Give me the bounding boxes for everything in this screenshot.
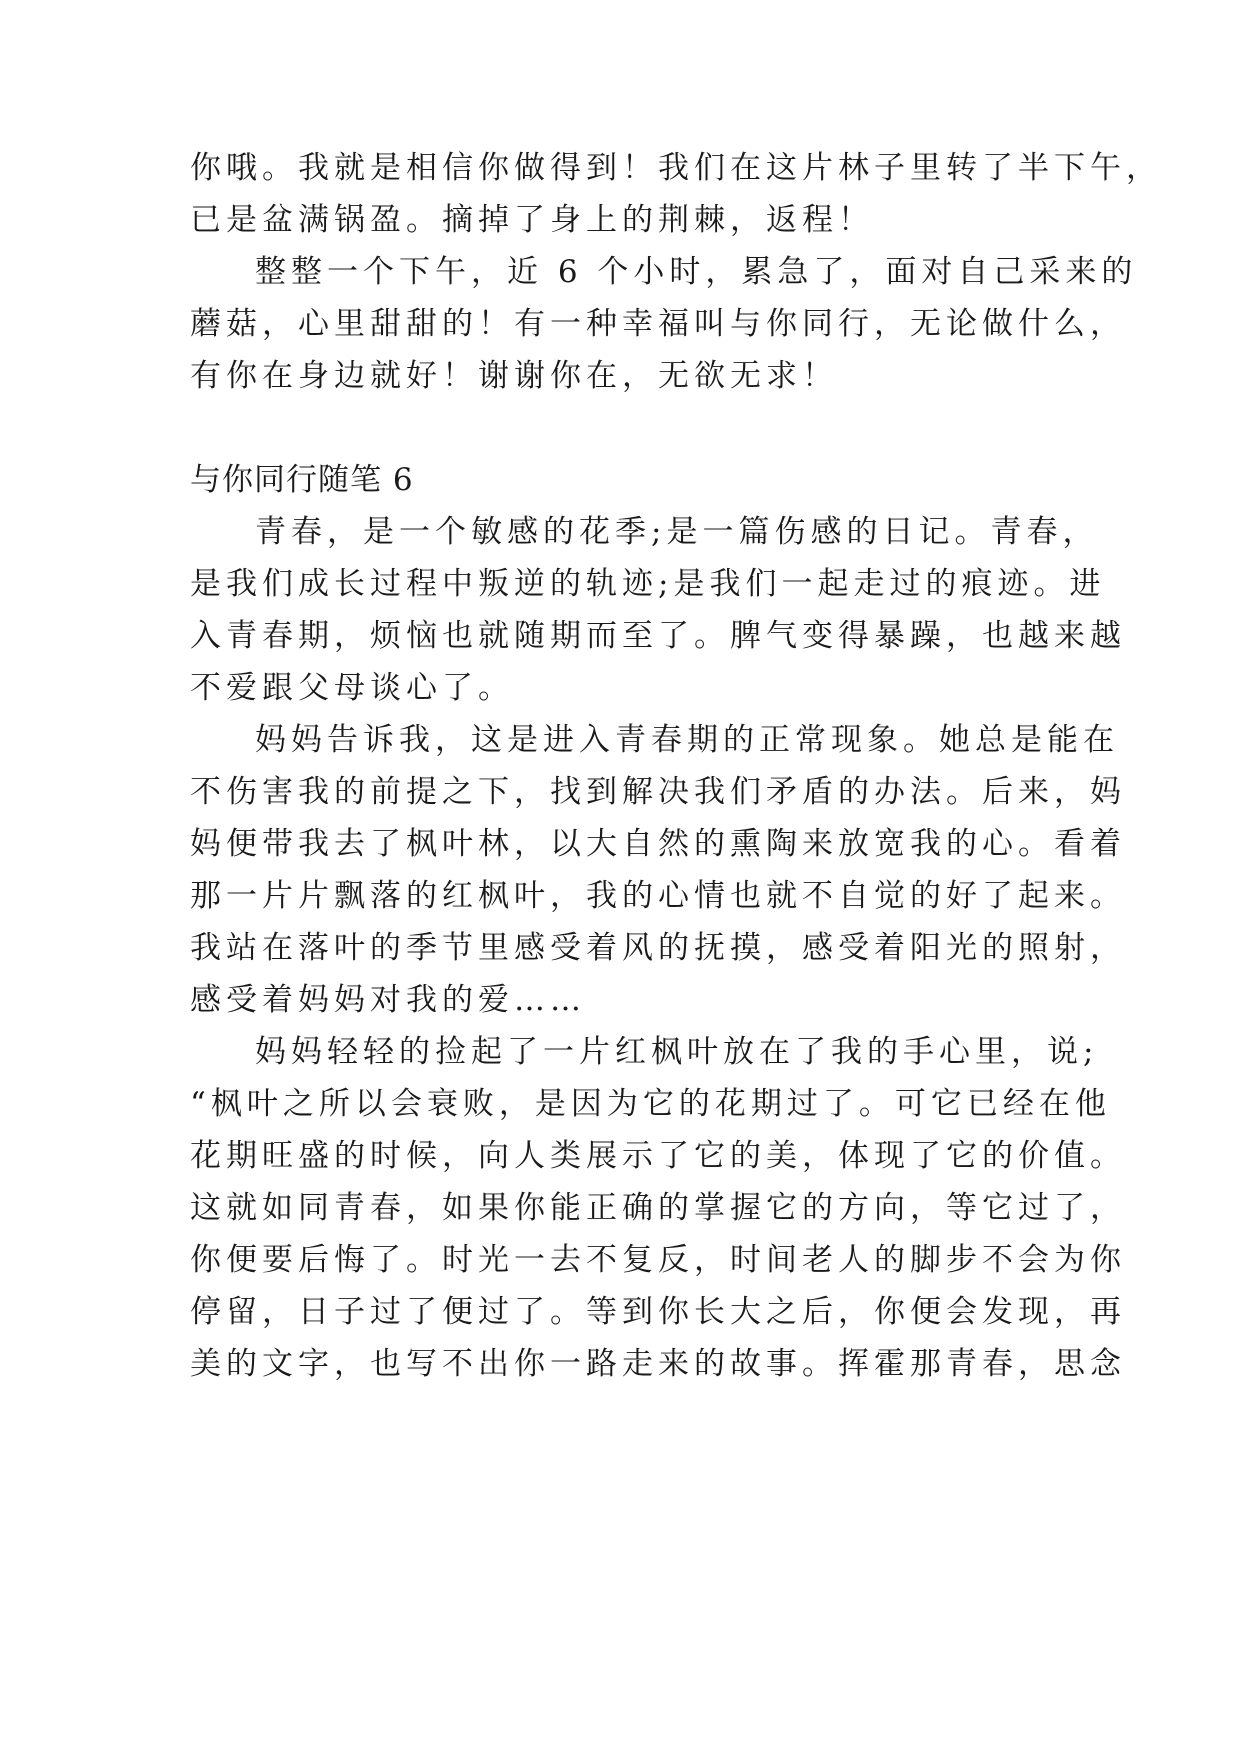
text-line: 你便要后悔了。时光一去不复反，时间老人的脚步不会为你 [190, 1242, 1126, 1278]
text-line: 你哦。我就是相信你做得到！我们在这片林子里转了半下午， [190, 150, 1162, 186]
text-line: 入青春期，烦恼也就随期而至了。脾气变得暴躁，也越来越 [190, 618, 1126, 654]
text-line: 妈妈轻轻的捡起了一片红枫叶放在了我的手心里，说; [255, 1034, 1099, 1070]
text-line: 感受着妈妈对我的爱…… [190, 982, 586, 1018]
text-line: 不爱跟父母谈心了。 [190, 670, 514, 706]
text-line: “枫叶之所以会衰败，是因为它的花期过了。可它已经在他 [190, 1086, 1111, 1122]
text-line: 蘑菇，心里甜甜的！有一种幸福叫与你同行，无论做什么， [190, 306, 1126, 342]
text-line: 花期旺盛的时候，向人类展示了它的美，体现了它的价值。 [190, 1138, 1126, 1174]
text-line: 妈妈告诉我，这是进入青春期的正常现象。她总是能在 [255, 722, 1119, 758]
text-line: 不伤害我的前提之下，找到解决我们矛盾的办法。后来，妈 [190, 774, 1126, 810]
text-line: 停留，日子过了便过了。等到你长大之后，你便会发现，再 [190, 1294, 1126, 1330]
text-line: 妈便带我去了枫叶林，以大自然的熏陶来放宽我的心。看着 [190, 826, 1126, 862]
text-line: 青春，是一个敏感的花季;是一篇伤感的日记。青春， [255, 514, 1099, 550]
section-heading: 与你同行随笔 6 [190, 462, 414, 498]
text-line: 有你在身边就好！谢谢你在，无欲无求！ [190, 358, 838, 394]
text-line: 已是盆满锅盈。摘掉了身上的荆棘，返程！ [190, 202, 874, 238]
text-line: 那一片片飘落的红枫叶，我的心情也就不自觉的好了起来。 [190, 878, 1126, 914]
text-line: 这就如同青春，如果你能正确的掌握它的方向，等它过了， [190, 1190, 1126, 1226]
text-line: 美的文字，也写不出你一路走来的故事。挥霍那青春，思念 [190, 1346, 1126, 1382]
text-line: 整整一个下午，近 6 个小时，累急了，面对自己采来的 [255, 254, 1138, 290]
text-line: 是我们成长过程中叛逆的轨迹;是我们一起走过的痕迹。进 [190, 566, 1106, 602]
text-line: 我站在落叶的季节里感受着风的抚摸，感受着阳光的照射， [190, 930, 1126, 966]
